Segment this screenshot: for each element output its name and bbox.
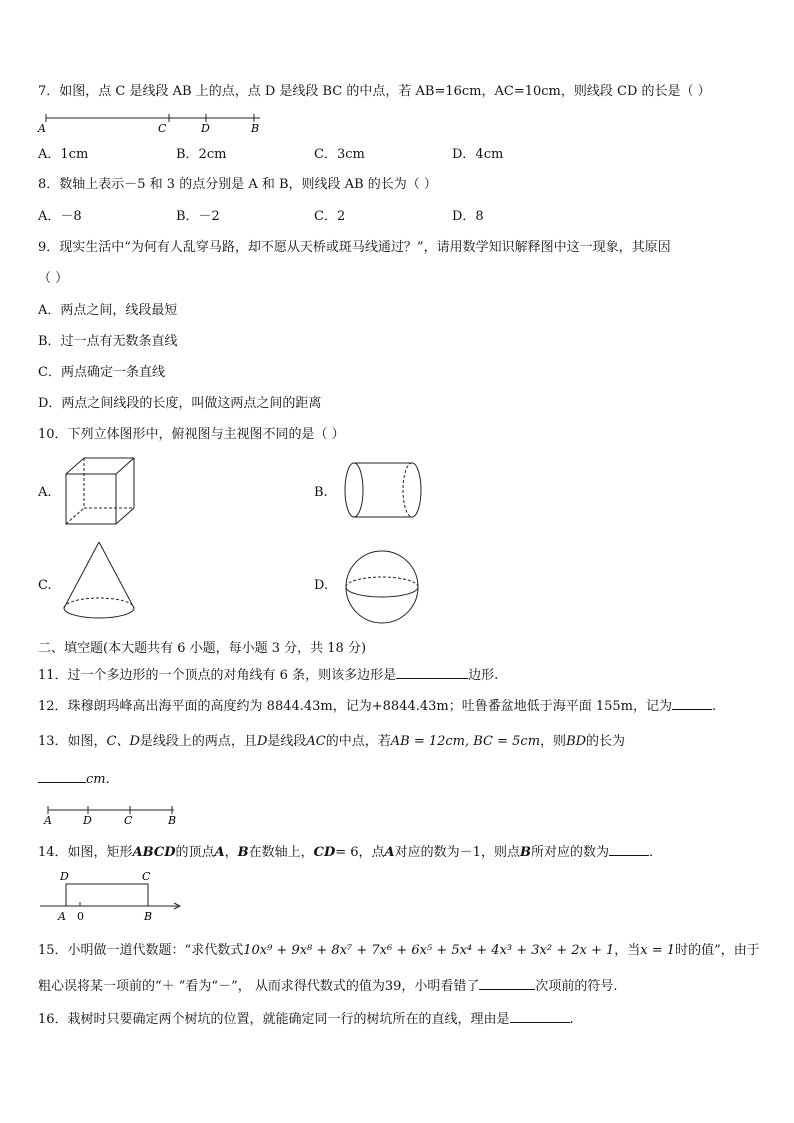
question-16 [38, 1010, 574, 1029]
question-14 [38, 843, 653, 862]
q7-segment-figure [36, 108, 266, 136]
q14-label-zero: 0 [77, 910, 84, 923]
q8-option-b[interactable]: B．－2 [176, 209, 220, 224]
q13-segment-figure [38, 802, 183, 828]
q13-text-1: 13．如图， [38, 734, 107, 749]
q14-label-d: D [60, 870, 69, 883]
q10-option-a[interactable]: A. [38, 485, 52, 500]
q14-label-a: A [58, 910, 66, 923]
q14-math-a: A [214, 845, 225, 860]
q14-text-3: ， [224, 845, 238, 860]
q15-text-2: ，当 [614, 943, 641, 958]
q14-math-abcd: ABCD [132, 845, 176, 860]
q7-label-c: C [158, 122, 167, 135]
q7-option-a[interactable]: A．1cm [38, 147, 89, 162]
q9-option-b[interactable]: B．过一点有无数条直线 [38, 334, 178, 349]
q12-text-end: . [712, 699, 717, 714]
q11-text: 11．过一个多边形的一个顶点的对角线有 6 条，则该多边形是 [38, 668, 397, 683]
q15-polynomial: 10x⁹ + 9x⁸ + 8x⁷ + 7x⁶ + 6x⁵ + 5x⁴ + 4x³ + 3x² + 2x + 1 [243, 943, 615, 958]
q15-answer-blank[interactable] [479, 977, 535, 990]
q14-text-7: ，则点 [480, 845, 520, 860]
q13-label-b: B [168, 814, 177, 827]
q14-label-b: B [144, 910, 153, 923]
q15-condition: x = 1 [640, 943, 676, 958]
q9-option-c[interactable]: C．两点确定一条直线 [38, 365, 165, 380]
q14-text-2: 的顶点 [175, 845, 215, 860]
q13-math-cd: C、D [106, 734, 140, 749]
q14-text-end: . [648, 845, 654, 860]
q15-text-4: 粗心误将某一项前的“＋ ”看为“－”， 从而求得代数式的值为 [38, 979, 385, 994]
q13-answer-blank[interactable] [38, 770, 86, 783]
q15-value: 39 [384, 979, 402, 994]
q16-answer-blank[interactable] [510, 1010, 570, 1023]
q13-math-ac: AC [306, 734, 326, 749]
q8-option-d[interactable]: D．8 [452, 209, 484, 224]
q13-text-4: 的中点，若 [325, 734, 391, 749]
q14-rectangle-figure [38, 868, 184, 924]
question-9-text: 9．现实生活中“为何有人乱穿马路，却不愿从天桥或斑马线通过？”，请用数学知识解释图中这一现象，其原因 [38, 240, 671, 255]
q13-dot: . [105, 772, 110, 787]
q14-math-b: B [237, 845, 249, 860]
cube-figure [64, 456, 140, 526]
q15-text-5: ，小明看错了 [401, 979, 480, 994]
q14-text-4: 在数轴上， [248, 845, 314, 860]
q10-option-c[interactable]: C. [38, 578, 52, 593]
q14-text-5: = 6，点 [335, 845, 385, 860]
q13-unit: cm [86, 772, 106, 787]
question-13 [38, 733, 625, 751]
question-10-text: 10．下列立体图形中，俯视图与主视图不同的是（ ） [38, 427, 345, 442]
q14-math-b2: B [519, 845, 531, 860]
question-9-paren: （ ） [38, 271, 69, 286]
q14-label-c: C [142, 870, 151, 883]
q9-option-a[interactable]: A．两点之间，线段最短 [38, 303, 178, 318]
q13-label-c: C [124, 814, 133, 827]
q14-math-cd: CD [313, 845, 336, 860]
cone-figure [60, 540, 138, 624]
section-2-heading: 二、填空题(本大题共有 6 小题，每小题 3 分，共 18 分) [38, 641, 367, 656]
q7-option-c[interactable]: C．3cm [314, 147, 365, 162]
q7-option-b[interactable]: B．2cm [176, 147, 227, 162]
q14-text-8: 所对应的数为 [530, 845, 609, 860]
q7-label-a: A [38, 122, 46, 135]
q16-text: 16．栽树时只要确定两个树坑的位置，就能确定同一行的树坑所在的直线，理由是 [38, 1012, 510, 1027]
q7-option-d[interactable]: D．4cm [452, 147, 504, 162]
q8-option-a[interactable]: A．－8 [38, 209, 82, 224]
q15-text-6: 次项前的符号. [535, 979, 618, 994]
q14-text-1: 14．如图，矩形 [38, 845, 133, 860]
q14-text-6: 对应的数为 [394, 845, 460, 860]
q15-text-1: 15．小明做一道代数题：“求代数式 [38, 943, 244, 958]
q7-label-b: B [251, 122, 260, 135]
question-11 [38, 666, 498, 685]
q14-number: －1 [459, 845, 481, 860]
q12-answer-blank[interactable] [672, 697, 712, 710]
question-15 [38, 942, 760, 960]
q14-math-a2: A [384, 845, 395, 860]
q13-text-5: ，则 [540, 734, 567, 749]
question-12 [38, 697, 716, 716]
q13-math-bd: BD [566, 734, 587, 749]
q14-answer-blank[interactable] [609, 843, 649, 856]
sphere-figure [342, 547, 422, 627]
question-8-text: 8．数轴上表示－5 和 3 的点分别是 A 和 B，则线段 AB 的长为（ ） [38, 177, 437, 192]
q13-label-a: A [44, 814, 52, 827]
q11-answer-blank[interactable] [396, 666, 468, 679]
q16-text-end: . [569, 1012, 574, 1027]
q13-label-d: D [83, 814, 92, 827]
question-13-line2 [38, 770, 110, 789]
q11-text-end: 边形. [468, 668, 499, 683]
q10-option-b[interactable]: B. [314, 485, 328, 500]
cylinder-figure [342, 460, 424, 522]
q7-label-d: D [201, 122, 210, 135]
question-15-line2 [38, 977, 618, 996]
q13-math-eq: AB = 12cm, BC = 5cm [390, 734, 541, 749]
q9-option-d[interactable]: D．两点之间线段的长度，叫做这两点之间的距离 [38, 396, 322, 411]
q13-text-6: 的长为 [586, 734, 626, 749]
question-7-text: 7．如图，点 C 是线段 AB 上的点，点 D 是线段 BC 的中点，若 AB=16cm，AC=10cm，则线段 CD 的长是（ ） [38, 84, 711, 99]
q13-math-d: D [256, 734, 268, 749]
q15-text-3: 时的值”，由于 [675, 943, 760, 958]
q10-option-d[interactable]: D. [314, 578, 329, 593]
q13-text-2: 是线段上的两点，且 [139, 734, 257, 749]
q12-text: 12．珠穆朗玛峰高出海平面的高度约为 8844.43m，记为+8844.43m；吐鲁番盆地低于海平面 155m，记为 [38, 699, 673, 714]
q8-option-c[interactable]: C．2 [314, 209, 346, 224]
q13-text-3: 是线段 [267, 734, 307, 749]
